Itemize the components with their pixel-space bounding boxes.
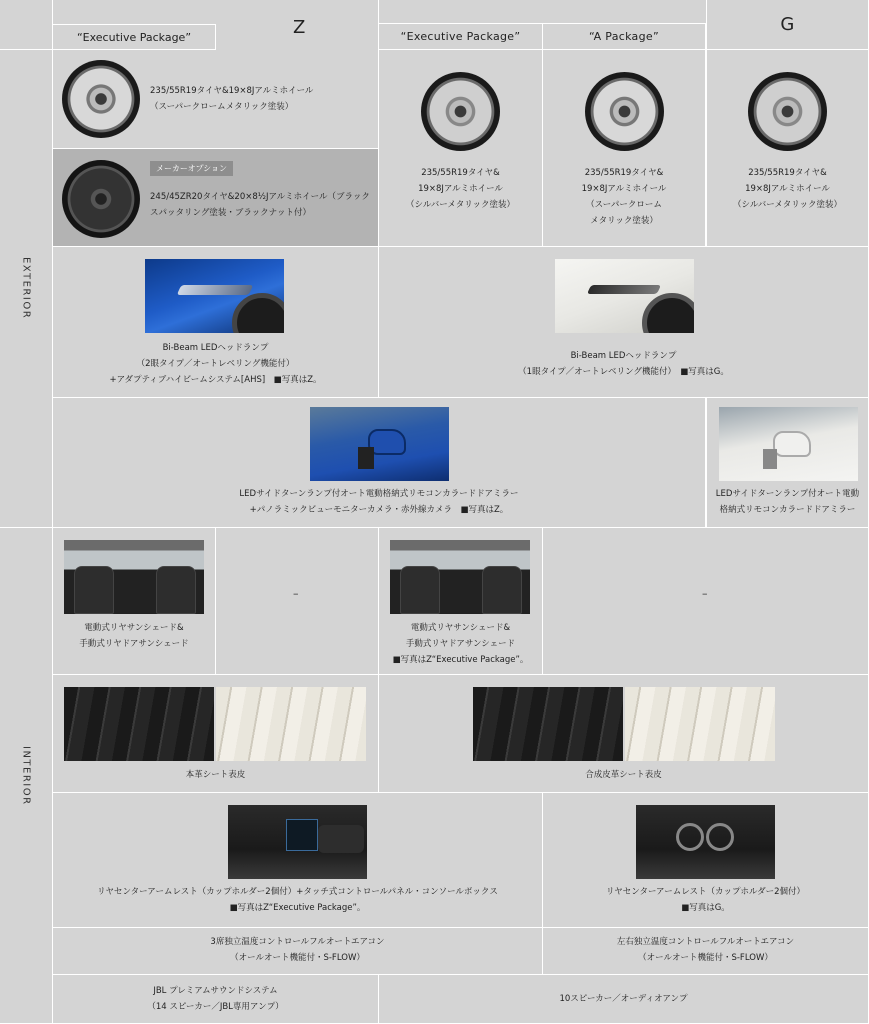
- aircon-z-cell: [53, 928, 543, 975]
- headlamp-g-line1: Bi-Beam LEDヘッドランプ: [570, 351, 677, 361]
- mirror-z-caption: [53, 486, 705, 518]
- wheel-z-line2: （スーパークロームメタリック塗装）: [150, 102, 294, 112]
- exterior-label: [0, 50, 53, 528]
- mirror-g-line2: 格納式リモコンカラードドアミラー: [719, 505, 856, 515]
- a-package-text: “A Package”: [589, 30, 659, 43]
- shade-z-exec-cell: [53, 528, 216, 675]
- shade-z-exec-line1: 電動式リヤサンシェード&: [84, 623, 184, 633]
- corner-blank: [0, 0, 53, 50]
- wheel-g-line1: 235/55R19タイヤ&: [748, 168, 827, 178]
- audio-z-line1: JBL プレミアムサウンドシステム: [153, 986, 278, 996]
- audio-z-cell: [53, 975, 379, 1024]
- aircon-g-line1: 左右独立温度コントロールフルオートエアコン: [616, 937, 795, 947]
- wheel-option-line1: 245/45ZR20タイヤ&20×8½Jアルミホイール（ブラック: [150, 192, 370, 202]
- audio-g-text: 10スピーカー／オーディオアンプ: [559, 994, 688, 1004]
- leather-seat-black-photo: [64, 687, 214, 761]
- armrest-g-caption: [543, 884, 868, 916]
- mirror-g-caption: [707, 486, 868, 518]
- headlamp-z-cell: [53, 247, 379, 398]
- wheel-exec-caption: [379, 165, 542, 213]
- shade-z-cell: [216, 528, 379, 675]
- synthetic-seat-black-photo: [473, 687, 623, 761]
- wheel-20-black-image: [62, 160, 140, 238]
- armrest-g-line2: ■写真はG。: [681, 903, 730, 913]
- mirror-z-cell: [53, 398, 706, 528]
- armrest-g-line1: リヤセンターアームレスト（カップホルダー2個付）: [605, 887, 806, 897]
- grade-g-header: [706, 0, 869, 50]
- z-exec-package-text: “Executive Package”: [76, 30, 192, 44]
- exec-package-header: [379, 24, 543, 50]
- grade-z-label: Z: [293, 17, 306, 38]
- audio-z-caption: [53, 983, 378, 1015]
- wheel-19-chrome-image: [62, 60, 140, 138]
- audio-g-cell: [379, 975, 869, 1024]
- wheel-z-caption: [150, 83, 313, 115]
- rear-sunshade-exec-photo: [390, 540, 530, 614]
- headlamp-g-cell: [379, 247, 869, 398]
- wheel-apkg-cell: [543, 50, 706, 247]
- shade-exec-cell: [379, 528, 543, 675]
- wheel-19-silver-g-image: [748, 72, 827, 151]
- wheel-19-silver-image: [421, 72, 500, 151]
- shade-z-dash: –: [293, 587, 299, 600]
- wheel-19-chrome-apkg-image: [585, 72, 664, 151]
- shade-exec-line3: ■写真はZ“Executive Package”。: [392, 655, 529, 665]
- shade-exec-line1: 電動式リヤサンシェード&: [410, 623, 511, 633]
- seat-g-text: 合成皮革シート表皮: [585, 770, 662, 780]
- headlamp-g-photo: [555, 259, 694, 333]
- seat-z-cell: [53, 675, 379, 793]
- aircon-g-caption: [543, 934, 868, 966]
- seat-g-caption: [379, 767, 868, 783]
- shade-g-dash: –: [702, 587, 708, 600]
- wheel-apkg-line1: 235/55R19タイヤ&: [584, 168, 664, 178]
- aircon-z-line1: 3席独立温度コントロールフルオートエアコン: [210, 937, 385, 947]
- mirror-g-line1: LEDサイドターンランプ付オート電動: [715, 489, 860, 499]
- exec-package-text: “Executive Package”: [400, 30, 521, 43]
- aircon-z-line2: （オールオート機能付・S-FLOW）: [230, 953, 365, 963]
- wheel-g-caption: [707, 165, 868, 213]
- audio-g-caption: [379, 991, 868, 1007]
- mirror-g-photo: [719, 407, 858, 481]
- headlamp-z-line1: Bi-Beam LEDヘッドランプ: [162, 343, 269, 353]
- interior-label: [0, 528, 53, 1024]
- wheel-apkg-line4: メタリック塗装）: [590, 216, 658, 226]
- exterior-text: EXTERIOR: [20, 257, 32, 320]
- armrest-z-cell: [53, 793, 543, 928]
- mirror-g-cell: [706, 398, 869, 528]
- armrest-z-line1: リヤセンターアームレスト（カップホルダー2個付）+タッチ式コントロールパネル・コンソールボックス: [97, 887, 498, 897]
- wheel-apkg-line3: （スーパークローム: [586, 200, 662, 210]
- seat-g-cell: [379, 675, 869, 793]
- a-package-header: [543, 24, 706, 50]
- seat-z-caption: [53, 767, 378, 783]
- synthetic-seat-white-photo: [625, 687, 775, 761]
- armrest-z-caption: [53, 884, 542, 916]
- wheel-z-cell: [53, 50, 379, 149]
- rear-sunshade-z-photo: [64, 540, 204, 614]
- wheel-apkg-caption: [543, 165, 705, 229]
- headlamp-z-line3: +アダプティブハイビームシステム[AHS] ■写真はZ。: [109, 375, 322, 385]
- audio-z-line2: （14 スピーカー／JBL専用アンプ）: [147, 1002, 284, 1012]
- shade-z-exec-caption: [53, 620, 215, 652]
- wheel-g-line2: 19×8Jアルミホイール: [745, 184, 830, 194]
- seat-z-text: 本革シート表皮: [185, 770, 246, 780]
- aircon-g-cell: [543, 928, 869, 975]
- wheel-apkg-line2: 19×8Jアルミホイール: [581, 184, 667, 194]
- grade-g-label: G: [780, 14, 795, 35]
- wheel-exec-cell: [379, 50, 543, 247]
- wheel-exec-line3: （シルバーメタリック塗装）: [406, 200, 515, 210]
- armrest-z-line2: ■写真はZ“Executive Package”。: [229, 903, 366, 913]
- wheel-exec-line2: 19×8Jアルミホイール: [418, 184, 503, 194]
- wheel-g-cell: [706, 50, 869, 247]
- armrest-g-cell: [543, 793, 869, 928]
- headlamp-g-caption: [379, 348, 868, 380]
- armrest-g-photo: [636, 805, 775, 879]
- wheel-g-line3: （シルバーメタリック塗装）: [733, 200, 842, 210]
- wheel-exec-line1: 235/55R19タイヤ&: [421, 168, 500, 178]
- shade-exec-line2: 手動式リヤドアサンシェード: [405, 639, 516, 649]
- aircon-g-line2: （オールオート機能付・S-FLOW）: [638, 953, 773, 963]
- headlamp-g-line2: （1眼タイプ／オートレベリング機能付） ■写真はG。: [518, 367, 729, 377]
- mirror-z-line2: +パノラミックビューモニターカメラ・赤外線カメラ ■写真はZ。: [249, 505, 509, 515]
- wheel-z-line1: 235/55R19タイヤ&19×8Jアルミホイール: [150, 86, 314, 96]
- aircon-z-caption: [53, 934, 542, 966]
- wheel-option-line2: スパッタリング塗装・ブラックナット付）: [150, 208, 311, 218]
- armrest-z-photo: [228, 805, 367, 879]
- wheel-option-caption: [150, 189, 370, 221]
- shade-g-cell: [543, 528, 869, 675]
- leather-seat-white-photo: [216, 687, 366, 761]
- shade-z-exec-line2: 手動式リヤドアサンシェード: [79, 639, 189, 649]
- z-exec-package-tag: [53, 24, 216, 50]
- mirror-z-line1: LEDサイドターンランプ付オート電動格納式リモコンカラードドアミラー: [239, 489, 519, 499]
- mirror-z-photo: [310, 407, 449, 481]
- headlamp-z-line2: （2眼タイプ／オートレベリング機能付）: [136, 359, 295, 369]
- wheel-option-cell: [53, 149, 379, 247]
- interior-text: INTERIOR: [20, 745, 32, 806]
- headlamp-z-photo: [145, 259, 284, 333]
- maker-option-badge: メーカーオプション: [150, 161, 233, 176]
- shade-exec-caption: [379, 620, 542, 668]
- headlamp-z-caption: [53, 340, 378, 388]
